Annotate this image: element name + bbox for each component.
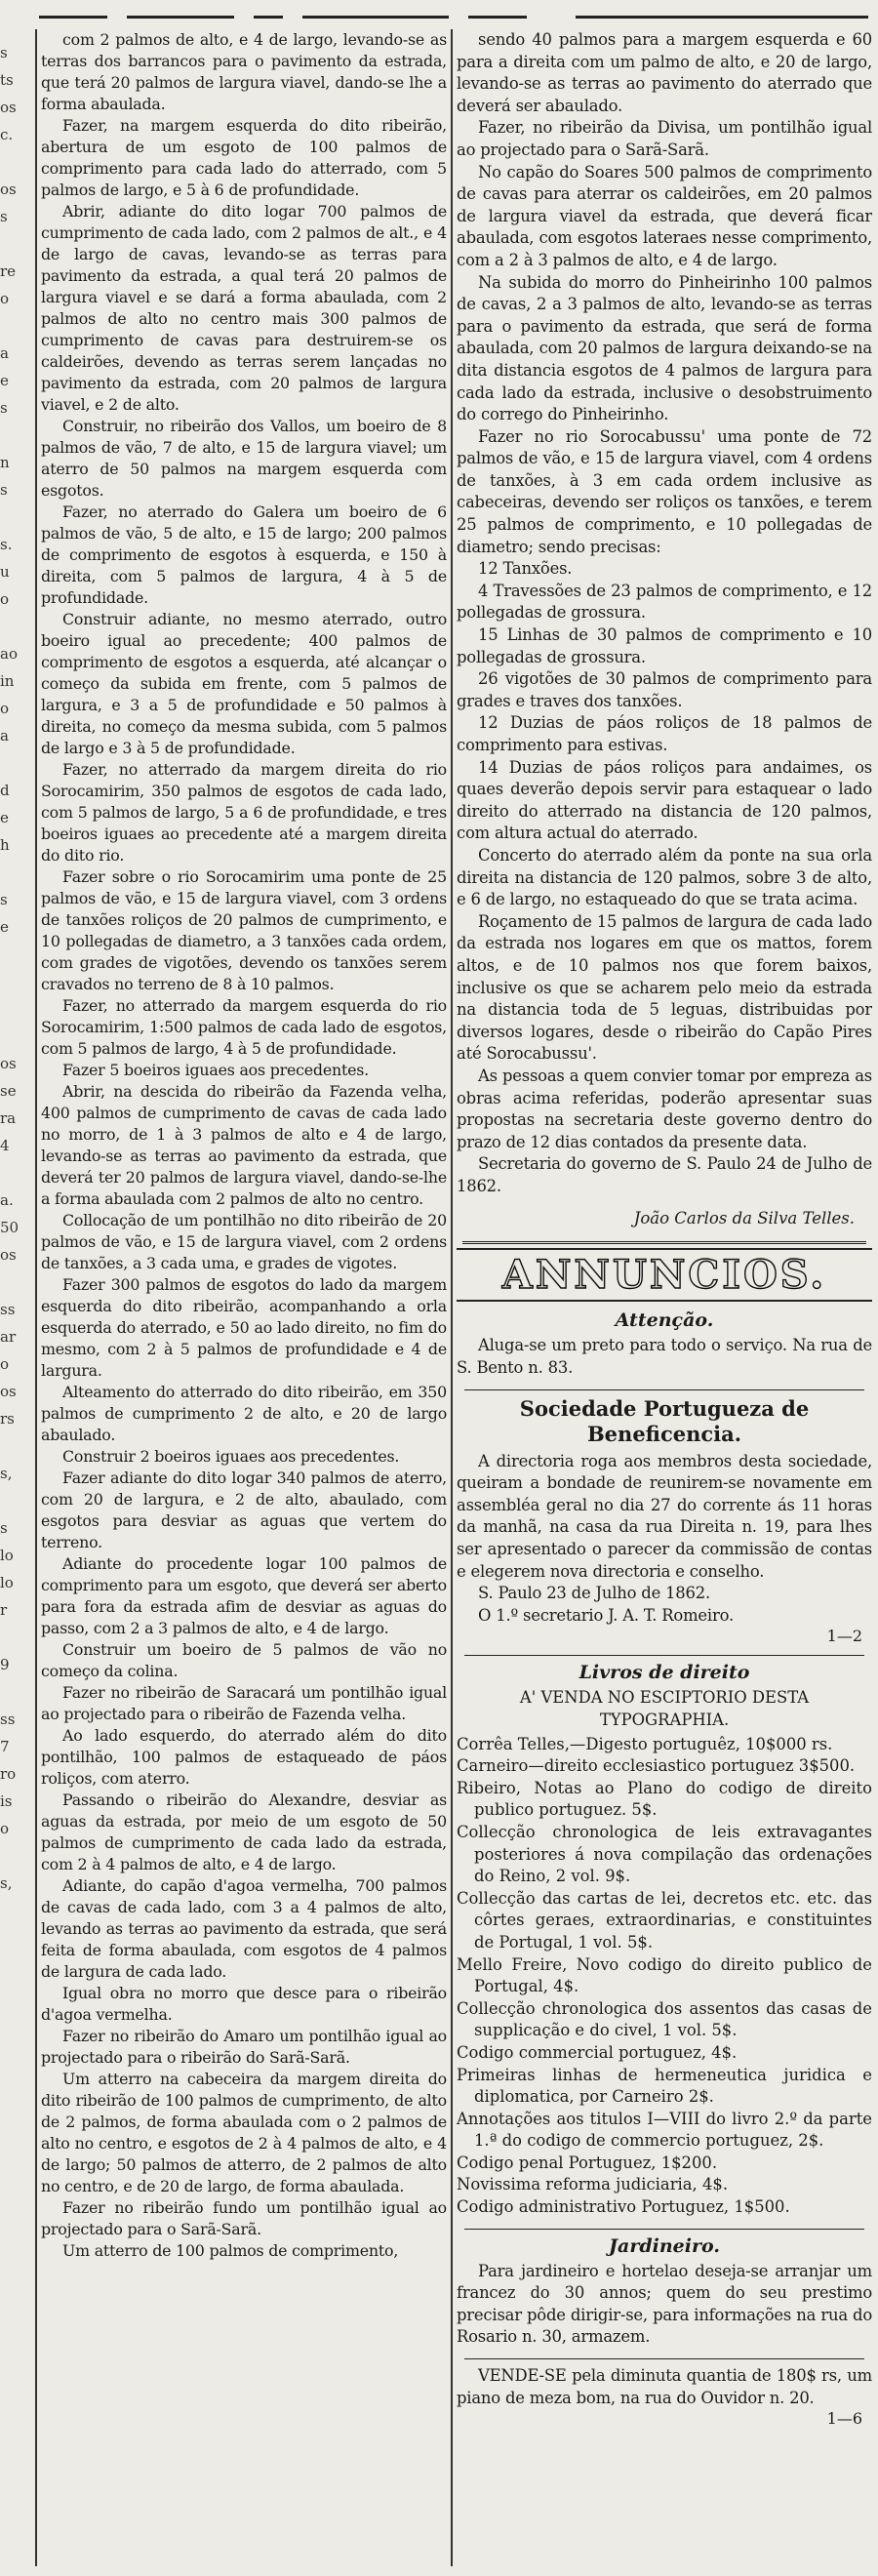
ad-text: VENDE-SE pela diminuta quantia de 180$ rs, um piano de meza bom, na rua do Ouvidor n. 20. [457, 2366, 872, 2407]
paragraph: Igual obra no morro que desce para o ribeirão d'agoa vermelha. [41, 1984, 447, 2024]
margin-fragment: s [0, 208, 8, 225]
margin-fragment: e [0, 809, 9, 826]
margin-fragment: r [0, 1601, 8, 1619]
paragraph: Fazer, no atterrado da margem direita do rio Sorocamirim, 350 palmos de esgotos de cada lado, com 5 palmos de largo, 5 a 6 de profundidade, e tres boeiros iguaes ao precedente até a margem direita do dito rio. [41, 760, 447, 865]
paragraph: No capão do Soares 500 palmos de comprimento de cavas para aterrar os caldeirões, em 20 palmos de largura viavel da estrada, que deverá ficar abaulada, com esgotos lateraes nesse comprimento, com a 2 à 3 palmos de alto, e 4 de largo. [457, 162, 872, 269]
paragraph: Fazer, no ribeirão da Divisa, um pontilhão igual ao projectado para o Sarã-Sarã. [457, 118, 872, 159]
paragraph: 14 Duzias de páos roliços para andaimes, os quaes deverão depois servir para estaquear o lado direito do atterrado na distancia de 120 palmos, com altura actual do aterrado. [457, 757, 872, 843]
margin-fragment: s [0, 44, 8, 61]
margin-fragment [0, 859, 33, 886]
paragraph: Concerto do aterrado além da ponte na sua orla direita na distancia de 120 palmos, sobre 3 de alto, e 6 de largo, no estaqueado do que se trata acima. [457, 845, 872, 909]
margin-fragment [0, 995, 33, 1023]
right-column [457, 29, 872, 2571]
paragraph: Fazer 5 boeiros iguaes aos precedentes. [62, 1061, 369, 1079]
book-item: Collecção das cartas de lei, decretos etc. etc. das côrtes geraes, extraordinarias, e constituintes de Portugal, 1 vol. 5$. [457, 1888, 872, 1952]
paragraph: Construir adiante, no mesmo aterrado, outro boeiro igual ao precedente; 400 palmos de comprimento de esgotos a esquerda, até alcançar o começo da subida em frente, com 5 palmos de largura, e 3 a 5 de profundidade e 50 palmos à direita, no começo da mesma subida, com 5 palmos de largo e 3 à 5 de profundidade. [41, 610, 447, 757]
margin-fragment [0, 312, 33, 340]
section-divider [462, 1241, 866, 1244]
margin-fragment: s, [0, 1874, 13, 1892]
ad-ref: 1—2 [826, 1627, 862, 1646]
book-item: Codigo penal Portuguez, 1$200. [457, 2153, 718, 2172]
ad-ref: 1—6 [826, 2409, 862, 2429]
paragraph: As pessoas a quem convier tomar por empreza as obras acima referidas, poderão apresentar suas propostas na secretaria deste governo dentro do prazo de 12 dias contados da presente data. [457, 1066, 872, 1151]
paragraph: Adiante do procedente logar 100 palmos de comprimento para um esgoto, que deverá ser aberto para fora da estrada afim de desviar as aguas do passo, com 2 a 3 palmos de alto, e 4 de largo. [41, 1554, 447, 1637]
margin-fragment [0, 503, 33, 531]
book-list [457, 1734, 872, 2219]
margin-fragment: os [0, 1055, 17, 1072]
margin-fragment: se [0, 1082, 17, 1100]
ad-divider [464, 2358, 864, 2359]
margin-fragment [0, 422, 33, 449]
paragraph: com 2 palmos de alto, e 4 de largo, levando-se as terras dos barrancos para o pavimento da estrada, que terá 20 palmos de largura viavel, dando-se lhe a forma abaulada. [41, 30, 447, 113]
margin-fragment: n [0, 454, 10, 471]
margin-fragment: a. [0, 1191, 14, 1209]
paragraph: Secretaria do governo de S. Paulo 24 de Julho de 1862. [457, 1154, 872, 1195]
margin-fragment [0, 941, 33, 968]
paragraph: Um atterro na cabeceira da margem direita do dito ribeirão de 100 palmos de cumprimento, de alto de 2 palmos, de forma abaulada com o 2 palmos de alto no centro, e esgotos de 2 à 4 palmos de alto, e 4 de largo; 50 palmos de atterro, de 2 palmos de alto no centro, e de 20 de largo, de forma abaulada. [41, 2070, 447, 2195]
book-item: Collecção chronologica de leis extravagantes posteriores á nova compilação das ordenações do Reino, 2 vol. 9$. [457, 1822, 872, 1886]
paragraph: Fazer no rio Sorocabussu' uma ponte de 72 palmos de vão, e 15 de largura viavel, com 4 ordens de tanxões, à 3 em cada ordem inclusive as cabeceiras, devendo ser roliços os tanxões, e terem 25 palmos de comprimento, e 10 pollegadas de diametro; sendo precisas: [457, 426, 872, 556]
margin-fragment [0, 1624, 33, 1651]
annuncios-banner: ANNUNCIOS. [457, 1248, 872, 1302]
paragraph: Fazer, no aterrado do Galera um boeiro de 6 palmos de vão, 5 de alto, e 15 de largo; 200 palmos de comprimento de esgotos à esquerda, e 150 à direita, com 5 palmos de largura, 4 à 5 de profundidade. [41, 503, 447, 607]
margin-fragment: u [0, 563, 10, 581]
paragraph: Construir um boeiro de 5 palmos de vão no começo da colina. [41, 1640, 447, 1680]
paragraph: 12 Tanxões. [478, 559, 573, 579]
paragraph: Alteamento do atterrado do dito ribeirão, em 350 palmos de cumprimento 2 de alto, e 20 de largo abaulado. [41, 1383, 447, 1444]
margin-fragment: o [0, 590, 10, 608]
margin-fragment: lo [0, 1574, 14, 1591]
book-item: Codigo administrativo Portuguez, 1$500. [457, 2197, 790, 2217]
margin-fragment: o [0, 700, 10, 717]
ad-title: Attenção. [615, 1309, 714, 1332]
margin-fragment: ts [0, 71, 14, 89]
margin-fragment: is [0, 1792, 13, 1810]
paragraph: 4 Travessões de 23 palmos de comprimento, e 12 pollegadas de grossura. [457, 581, 872, 623]
margin-fragment [0, 1432, 33, 1460]
ad-jardineiro [457, 2235, 872, 2349]
paragraph: Fazer no ribeirão do Amaro um pontilhão igual ao projectado para o ribeirão do Sarã-Sarã. [41, 2027, 447, 2067]
book-item: Novissima reforma judiciaria, 4$. [457, 2175, 729, 2194]
paragraph: Roçamento de 15 palmos de largura de cada lado da estrada nos logares em que os mattos, forem altos, e de 10 palmos nos que forem baixos, inclusive os que se acharem pelo meio da estrada na distancia toda de 5 leguas, distribuidas por diversos logares, desde o ribeirão do Capão Pires até Sorocabussu'. [457, 911, 872, 1064]
ad-title: Sociedade Portugueza de Beneficencia. [519, 1395, 810, 1446]
paragraph: Passando o ribeirão do Alexandre, desviar as aguas da estrada, por meio de um esgoto de 50 palmos de cumprimento de cada lado da estrada, com 2 à 4 palmos de alto, e 4 de largo. [41, 1791, 447, 1873]
paragraph: 26 vigotões de 30 palmos de comprimento para grades e traves dos tanxões. [457, 669, 872, 710]
signature: João Carlos da Silva Telles. [633, 1209, 855, 1228]
ad-secretary: O 1.º secretario J. A. T. Romeiro. [478, 1605, 734, 1625]
margin-fragment [0, 613, 33, 640]
paragraph: Collocação de um pontilhão no dito ribeirão de 20 palmos de vão, e 15 de largura viavel, com 2 ordens de tanxões, a 3 cada uma, e grades de vigotes. [41, 1211, 447, 1272]
left-column [41, 29, 447, 2571]
margin-fragment: re [0, 262, 17, 280]
paragraph: Construir 2 boeiros iguaes aos precedentes. [62, 1447, 400, 1466]
margin-fragment: a [0, 344, 9, 362]
margin-fragment: s [0, 891, 8, 908]
paragraph: sendo 40 palmos para a margem esquerda e 60 para a direita com um palmo de alto, e 20 de largo, levando-se as terras ao pavimento do aterrado que deverá ser abaulado. [457, 30, 872, 115]
margin-fragment: s [0, 1519, 8, 1537]
book-item: Collecção chronologica dos assentos das casas de supplicação e do civel, 1 vol. 5$. [457, 1998, 872, 2040]
book-item: Ribeiro, Notas ao Plano do codigo de direito publico portuguez. 5$. [457, 1778, 872, 1820]
paragraph: Abrir, na descida do ribeirão da Fazenda velha, 400 palmos de cumprimento de cavas de cada lado no morro, de 1 à 3 palmos de alto e 4 de largo, levando-se as terras ao pavimento da estrada, que deverá ter 20 palmos de largura viavel, dando-se-lhe a forma abaulada com 2 palmos de alto no centro. [41, 1082, 447, 1208]
margin-fragment: 9 [0, 1656, 10, 1673]
margin-fragment: s [0, 399, 8, 417]
margin-fragment: s, [0, 1465, 13, 1482]
margin-fragment [0, 1023, 33, 1050]
margin-fragment: os [0, 181, 17, 198]
margin-fragment [0, 230, 33, 258]
margin-fragment: os [0, 1383, 17, 1400]
paragraph: 15 Linhas de 30 palmos de comprimento e 10 pollegadas de grossura. [457, 625, 872, 666]
margin-fragment: 7 [0, 1738, 10, 1755]
book-item: Annotações aos titulos I—VIII do livro 2.º da parte 1.ª do codigo de commercio portuguez, 2$. [457, 2109, 872, 2151]
margin-fragment: a [0, 727, 9, 745]
ad-livros [457, 1662, 872, 2218]
paragraph: Adiante, do capão d'agoa vermelha, 700 palmos de cavas de cada lado, com 3 a 4 palmos de alto, levando as terras ao pavimento da estrada, que será feita de forma abaulada, com esgotos de 4 palmos de largura de cada lado. [41, 1876, 447, 1981]
paragraph: 12 Duzias de páos roliços de 18 palmos de comprimento para estivas. [457, 713, 872, 754]
margin-fragment: 50 [0, 1219, 20, 1236]
margin-fragment: o [0, 290, 10, 307]
ad-subtitle: A' VENDA NO ESCIPTORIO DESTA TYPOGRAPHIA. [519, 1688, 810, 1729]
paragraph: Fazer 300 palmos de esgotos do lado da margem esquerda do dito ribeirão, acompanhando a orla esquerda do aterrado, e 50 ao lado direito, no fim do mesmo, com 2 à 5 palmos de profundidade e 4 de largura. [41, 1275, 447, 1380]
previous-column-fragments [0, 39, 33, 2566]
paragraph: Fazer adiante do dito logar 340 palmos de aterro, com 20 de largura, e 2 de alto, abaulado, com esgotos para desviar as aguas que vertem do terreno. [41, 1469, 447, 1551]
paragraph: Fazer, na margem esquerda do dito ribeirão, abertura de um esgoto de 100 palmos de comprimento para cada lado do atterrado, com 5 palmos de largo, e 5 à 6 de profundidade. [41, 116, 447, 199]
margin-fragment: ss [0, 1711, 16, 1728]
ad-text: A directoria roga aos membros desta sociedade, queiram a bondade de reunirem-se novamente em assembléa geral no dia 27 do corrente ás 11 horas da manhã, na casa da rua Direita n. 19, para lhes ser apresentado o parecer da commissão de contas e elegerem nova directoria e conselho. [457, 1451, 872, 1581]
margin-fragment: os [0, 1246, 17, 1264]
margin-fragment: o [0, 1355, 10, 1373]
book-item: Carneiro—direito ecclesiastico portuguez 3$500. [457, 1756, 856, 1776]
paragraph: Fazer no ribeirão de Saracará um pontilhão igual ao projectado para o ribeirão de Fazenda velha. [41, 1683, 447, 1723]
ad-divider [464, 2229, 864, 2230]
ad-text: Aluga-se um preto para todo o serviço. Na rua de S. Bento n. 83. [457, 1336, 872, 1378]
paragraph: Na subida do morro do Pinheirinho 100 palmos de cavas, 2 a 3 palmos de alto, levando-se as terras para o pavimento da estrada, que será de forma abaulada, com 20 palmos de largura deixando-se na dita distancia esgotos de 4 palmos de largura para cada lado da estrada, inclusive o desobstruimento do corrego do Pinheirinho. [457, 272, 872, 424]
top-rule [0, 6, 878, 27]
margin-fragment: ao [0, 645, 18, 663]
paragraph: Construir, no ribeirão dos Vallos, um boeiro de 8 palmos de vão, 7 de alto, e 15 de largura viavel; um aterro de 50 palmos na margem esquerda com esgotos. [41, 417, 447, 500]
margin-fragment: c. [0, 126, 14, 143]
margin-fragment: e [0, 372, 9, 389]
ad-text: Para jardineiro e hortelao deseja-se arranjar um francez do 30 annos; quem do seu prestimo precisar pôde dirigir-se, para informações na rua do Rosario n. 30, armazem. [457, 2261, 872, 2347]
book-item: Primeiras linhas de hermeneutica juridica e diplomatica, por Carneiro 2$. [457, 2065, 872, 2107]
ad-title: Jardineiro. [609, 2234, 720, 2257]
column-divider [451, 29, 453, 2566]
margin-fragment: h [0, 836, 10, 854]
margin-fragment [0, 1842, 33, 1870]
paragraph: Fazer no ribeirão fundo um pontilhão igual ao projectado para o Sarã-Sarã. [41, 2198, 447, 2238]
margin-fragment [0, 148, 33, 176]
margin-fragment: in [0, 672, 15, 690]
margin-fragment [0, 1268, 33, 1296]
ad-vende [457, 2365, 872, 2428]
paragraph: Um atterro de 100 palmos de comprimento, [62, 2241, 399, 2260]
ad-date: S. Paulo 23 de Julho de 1862. [478, 1584, 711, 1603]
public-works-notice-continuation [457, 29, 872, 1197]
margin-fragment: lo [0, 1547, 14, 1564]
margin-fragment [0, 1159, 33, 1187]
margin-fragment: e [0, 918, 9, 936]
ad-title: Livros de direito [579, 1662, 750, 1684]
margin-fragment [0, 1487, 33, 1514]
margin-fragment: s. [0, 536, 13, 553]
margin-fragment: os [0, 99, 17, 116]
ad-divider [464, 1655, 864, 1656]
margin-fragment: ra [0, 1109, 17, 1127]
margin-fragment: o [0, 1820, 10, 1837]
margin-fragment: ss [0, 1301, 16, 1318]
margin-fragment [0, 968, 33, 995]
paragraph: Abrir, adiante do dito logar 700 palmos de cumprimento de cada lado, com 2 palmos de alt., e 4 de largo de cavas, levando-se as terras para pavimento da estrada, a qual terá 20 palmos de largura viavel e se dará a forma abaulada, com 2 palmos de alto no centro mais 300 palmos de cumprimento de cavas para destruirem-se os caldeirões, devendo as terras serem lançadas no pavimento da estrada, com 20 palmos de largura viavel, e 2 de alto. [41, 202, 447, 414]
book-item: Codigo commercial portuguez, 4$. [457, 2042, 738, 2062]
margin-fragment: 4 [0, 1137, 10, 1154]
ad-sociedade [457, 1396, 872, 1646]
book-item: Mello Freire, Novo codigo do direito publico de Portugal, 4$. [457, 1954, 872, 1996]
paragraph: Fazer sobre o rio Sorocamirim uma ponte de 25 palmos de vão, e 15 de largura viavel, com 3 ordens de tanxões roliços de 20 palmos de cumprimento, e 10 pollegadas de diametro, a 3 tanxões cada ordem, com grades de vigotões, devendo os tanxões serem cravados no terreno de 8 à 10 palmos. [41, 867, 447, 993]
column-divider [35, 29, 37, 2566]
book-item: Corrêa Telles,—Digesto portuguêz, 10$000 rs. [457, 1734, 833, 1753]
margin-fragment: s [0, 481, 8, 499]
margin-fragment: d [0, 782, 10, 799]
ad-atencao [457, 1309, 872, 1379]
margin-fragment: ro [0, 1765, 17, 1783]
margin-fragment [0, 1678, 33, 1706]
ad-divider [464, 1389, 864, 1390]
paragraph: Ao lado esquerdo, do aterrado além do dito pontilhão, 100 palmos de estaqueado de páos roliços, com aterro. [41, 1726, 447, 1788]
paragraph: Fazer, no atterrado da margem esquerda do rio Sorocamirim, 1:500 palmos de cada lado de esgotos, com 5 palmos de largo, 4 à 5 de profundidade. [41, 996, 447, 1058]
margin-fragment: ar [0, 1328, 17, 1346]
margin-fragment [0, 749, 33, 777]
margin-fragment: rs [0, 1410, 15, 1428]
